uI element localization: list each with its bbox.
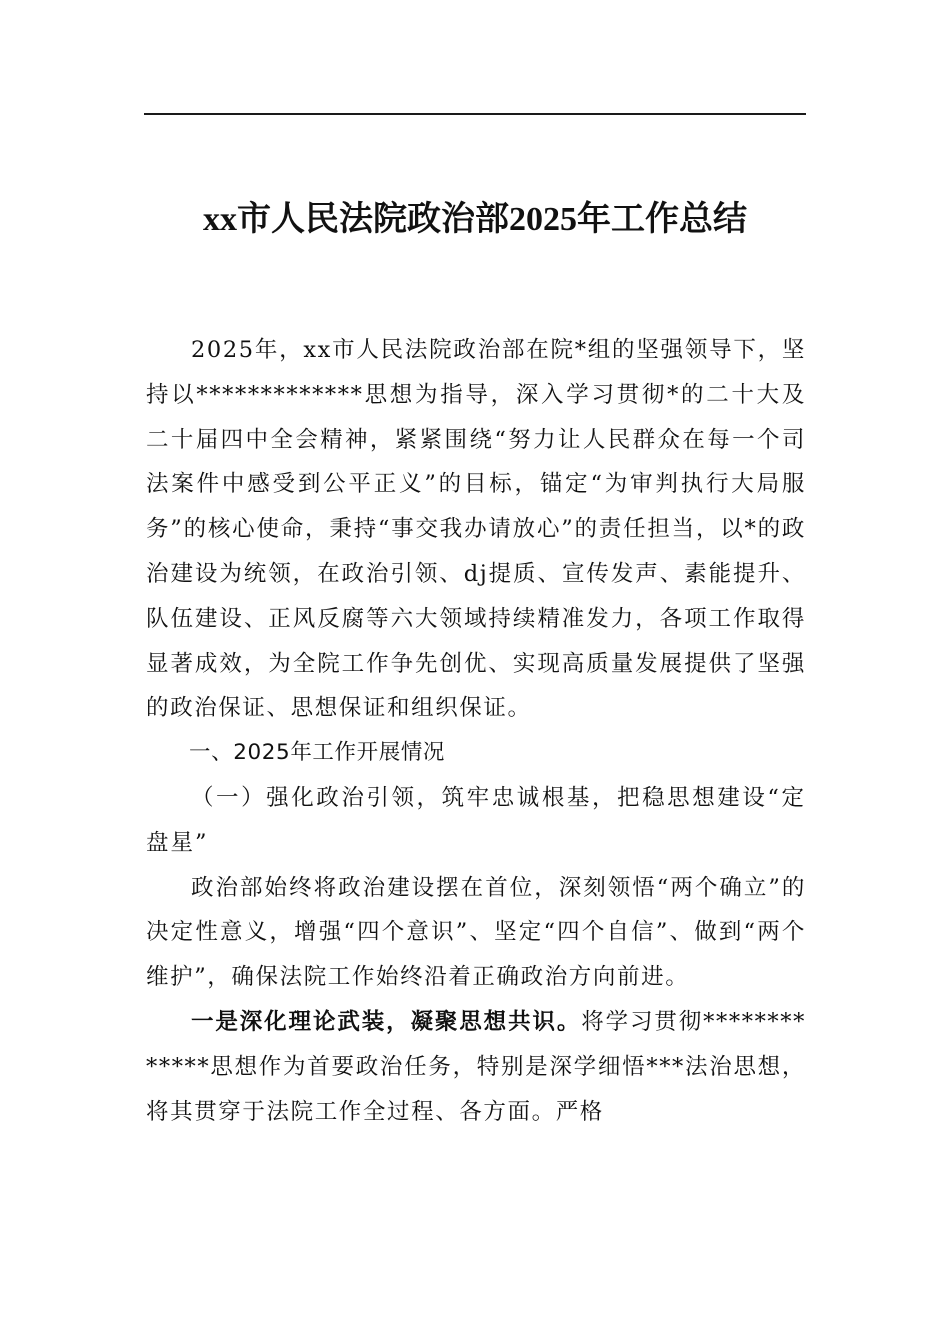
point-lead: 一是深化理论武装，凝聚思想共识。 bbox=[191, 1008, 582, 1035]
subsection-heading: （一）强化政治引领，筑牢忠诚根基，把稳思想建设“定盘星” bbox=[146, 784, 806, 856]
document-body bbox=[146, 328, 806, 1134]
intro-paragraph: 2025年，xx市人民法院政治部在院*组的坚强领导下，坚持以*************思想为指导，深入学习贯彻*的二十大及二十届四中全会精神，紧紧围绕“努力让人民群众在每一个司法案件中感受到公平正义”的目标，锚定“为审判执行大局服务”的核心使命，秉持“事交我办请放心”的责任担当，以*的政治建设为统领，在政治引领、dj提质、宣传发声、素能提升、队伍建设、正风反腐等六大领域持续精准发力，各项工作取得显著成效，为全院工作争先创优、实现高质量发展提供了坚强的政治保证、思想保证和组织保证。 bbox=[146, 337, 806, 722]
header-rule bbox=[144, 113, 806, 115]
section-heading: 一、2025年工作开展情况 bbox=[189, 740, 446, 766]
subsection-paragraph: 政治部始终将政治建设摆在首位，深刻领悟“两个确立”的决定性意义，增强“四个意识”、坚定“四个自信”、做到“两个维护”，确保法院工作始终沿着正确政治方向前进。 bbox=[146, 874, 806, 991]
point-paragraph bbox=[146, 1000, 806, 1134]
point-text: 将学习贯彻*************思想作为首要政治任务，特别是深学细悟***法治思想，将其贯穿于法院工作全过程、各方面。严格 bbox=[146, 1008, 806, 1125]
document-title: xx市人民法院政治部2025年工作总结 bbox=[203, 201, 747, 238]
